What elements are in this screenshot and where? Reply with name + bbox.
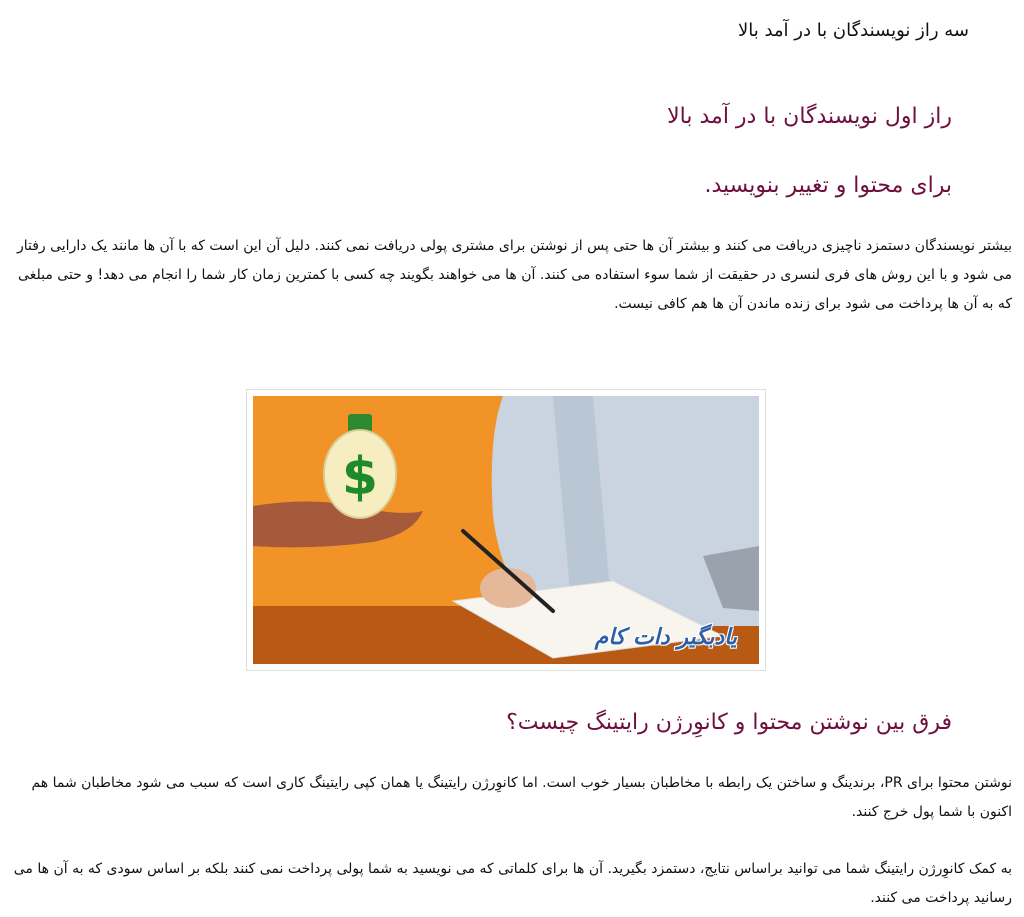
heading-difference: فرق بین نوشتن محتوا و کانوِرژن رایتینگ چیست؟	[506, 710, 952, 735]
svg-text:$: $	[341, 447, 379, 507]
article-image-frame	[246, 389, 766, 671]
site-watermark: یادبگیر دات کام	[594, 624, 737, 650]
paragraph-intro: بیشتر نویسندگان دستمزد ناچیزی دریافت می کنند و بیشتر آن ها حتی پس از نوشتن برای مشتری پولی دریافت نمی کنند. دلیل آن این است که با آن ها مانند یک دارایی رفتار می شود و با این روش های فری لنسری در حقیقت از شما سوء استفاده می کنند. آن ها می خواهند بگویند چه کسی با کمترین زمان کار شما را انجام می دهد! و حتی مبلغی که به آن ها پرداخت می شود برای زنده ماندن آن ها هم کافی نیست.	[16, 238, 1012, 312]
heading-write-for-change: برای محتوا و تغییر بنویسید.	[704, 173, 952, 198]
paragraph-results-based-pay: به کمک کانوِرژن رایتینگ شما می توانید براساس نتایج، دستمزد بگیرید. آن ها برای کلماتی که می نویسید به شما پولی پرداخت نمی کنند بلکه بر اساس سودی که به آن ها می رسانید پرداخت می کنند.	[13, 861, 1012, 906]
heading-secret-one: راز اول نویسندگان با در آمد بالا	[667, 104, 952, 129]
article-title: سه راز نویسندگان با در آمد بالا	[737, 20, 969, 41]
paragraph-content-vs-conversion: نوشتن محتوا برای PR، برندینگ و ساختن یک رابطه با مخاطبان بسیار خوب است. اما کانوِرژن رایتینگ یا همان کپی رایتینگ کاری است که سبب می شود مخاطبان شما هم اکنون با شما پول خرج کنند.	[31, 775, 1012, 820]
writer-money-photo	[253, 396, 759, 664]
